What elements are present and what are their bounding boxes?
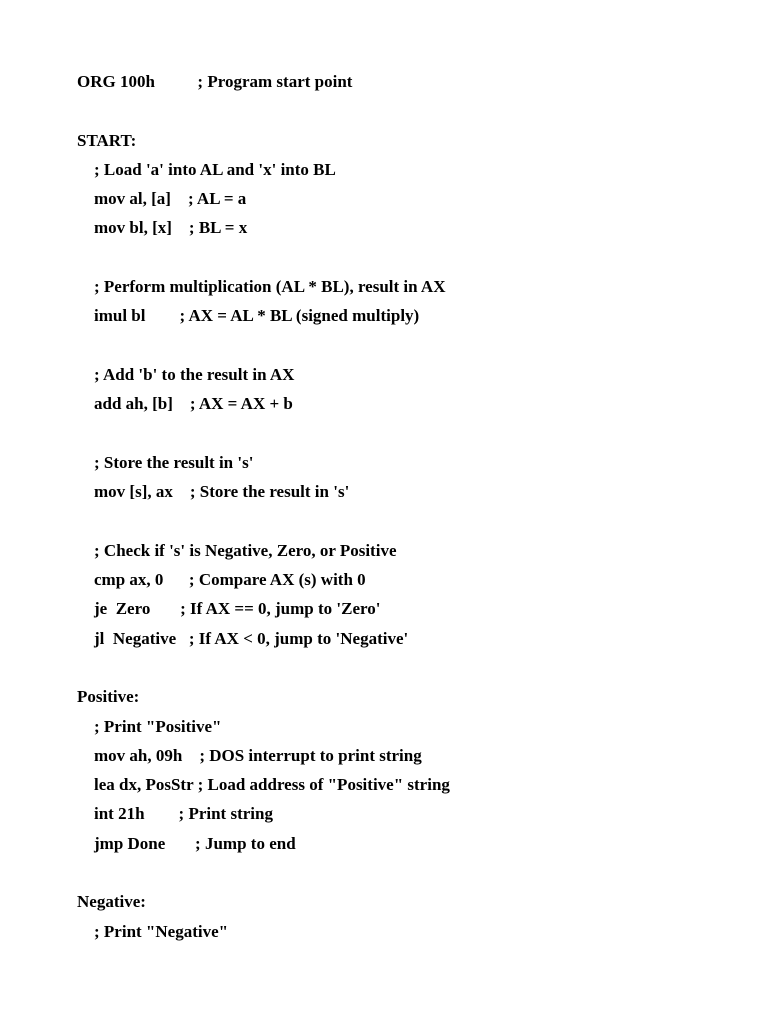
code-line: add ah, [b] ; AX = AX + b	[94, 394, 293, 414]
blank-line	[77, 96, 450, 125]
code-line: ORG 100h ; Program start point	[77, 72, 353, 91]
code-line: ; Store the result in 's'	[94, 452, 254, 472]
code-line: ; Add 'b' to the result in AX	[94, 364, 295, 384]
code-line: Negative:	[77, 892, 146, 912]
code-line: ; Print "Negative"	[94, 921, 229, 941]
blank-line	[77, 243, 450, 272]
blank-line	[77, 331, 450, 360]
blank-line	[77, 506, 450, 535]
code-line: Positive:	[77, 687, 140, 707]
code-line: ; Load 'a' into AL and 'x' into BL	[94, 159, 336, 179]
blank-line	[77, 419, 450, 448]
code-line: jmp Done ; Jump to end	[94, 833, 296, 853]
blank-line	[77, 653, 450, 682]
code-line: mov bl, [x] ; BL = x	[94, 218, 248, 238]
code-line: mov [s], ax ; Store the result in 's'	[94, 482, 350, 502]
code-line: ; Perform multiplication (AL * BL), result in AX	[94, 277, 446, 297]
code-line: mov al, [a] ; AL = a	[94, 189, 247, 209]
code-line: cmp ax, 0 ; Compare AX (s) with 0	[94, 570, 366, 590]
code-line: imul bl ; AX = AL * BL (signed multiply)	[94, 306, 420, 326]
code-line: je Zero ; If AX == 0, jump to 'Zero'	[94, 599, 381, 619]
code-line: ; Print "Positive"	[94, 716, 222, 736]
code-line: int 21h ; Print string	[94, 804, 273, 824]
code-line: START:	[77, 130, 137, 150]
assembly-code-block	[77, 67, 450, 946]
blank-line	[77, 858, 450, 887]
code-line: lea dx, PosStr ; Load address of "Positive" string	[94, 775, 450, 795]
code-line: ; Check if 's' is Negative, Zero, or Positive	[94, 540, 397, 560]
code-line: jl Negative ; If AX < 0, jump to 'Negative'	[94, 628, 409, 648]
code-line: mov ah, 09h ; DOS interrupt to print string	[94, 745, 422, 765]
